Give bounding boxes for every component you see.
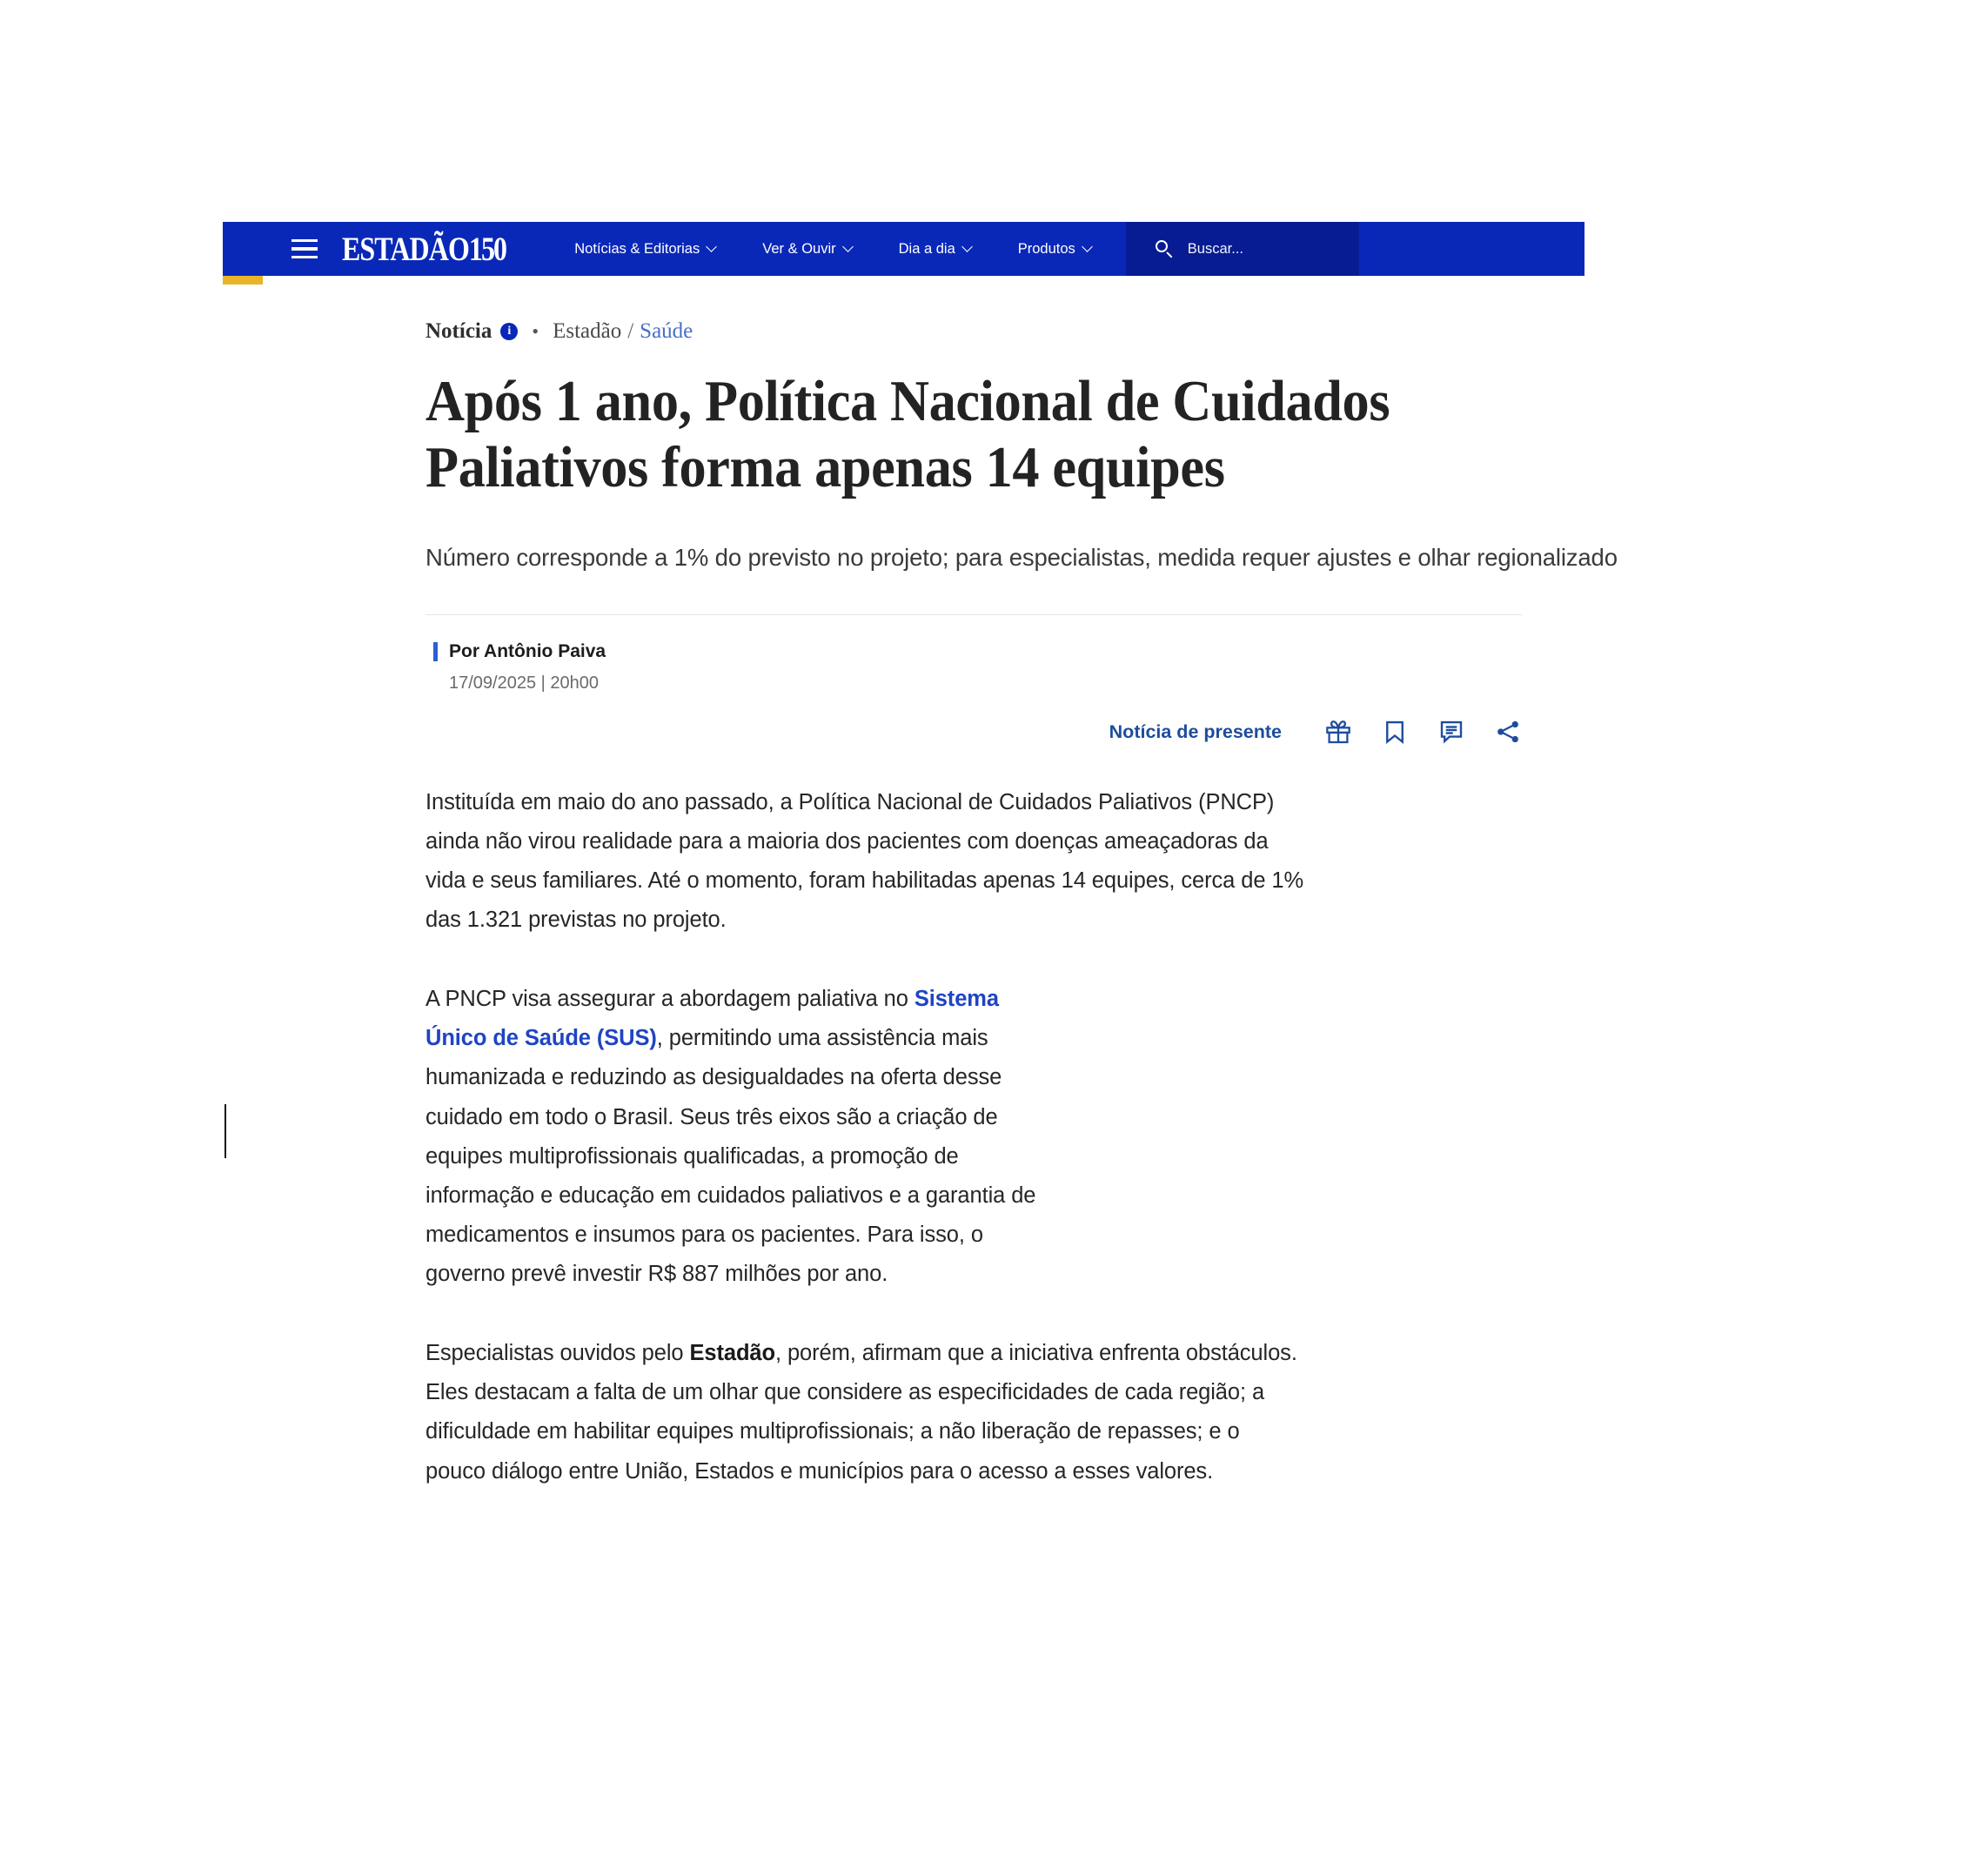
article-body [425, 783, 1304, 1491]
byline [433, 641, 1661, 662]
site-logo[interactable] [342, 232, 506, 266]
article-paragraph [425, 1334, 1304, 1491]
brand-emphasis: Estadão [689, 1341, 775, 1366]
logo-wordmark: ESTADÃO [342, 230, 469, 268]
breadcrumb [425, 318, 1661, 345]
nav-item-label: Produtos [1017, 240, 1075, 257]
publish-timestamp: 17/09/2025 | 20h00 [449, 673, 600, 693]
page-title: Após 1 ano, Política Nacional de Cuidados Paliativos forma apenas 14 equipes [425, 369, 1390, 500]
search-icon [1156, 240, 1174, 258]
hamburger-line [291, 256, 318, 258]
nav-item-label: Ver & Ouvir [762, 240, 836, 257]
header-accent-bar [223, 276, 263, 285]
chevron-down-icon [1083, 243, 1093, 252]
nav-item-dia-a-dia[interactable] [876, 241, 995, 258]
article-action-bar [425, 718, 1522, 747]
breadcrumb-dot: • [532, 320, 539, 342]
search-placeholder: Buscar... [1187, 240, 1243, 257]
author-name[interactable]: Por Antônio Paiva [449, 640, 606, 661]
paragraph-text: , porém, afirmam que a iniciativa enfrenta obstáculos. Eles destacam a falta de um olhar que considere as especificidades de cada região; a dificuldade em habilitar equipes multiprofissionais; a não liberação de repasses; e o pouco diálogo entre União, Estados e municípios para o acesso a esses valores. [425, 1341, 1297, 1484]
article [425, 318, 1661, 1491]
gift-icon[interactable] [1323, 718, 1352, 747]
chevron-down-icon [707, 243, 717, 252]
breadcrumb-topic[interactable]: Saúde [640, 319, 693, 343]
chevron-down-icon [963, 243, 973, 252]
nav-item-ver-ouvir[interactable] [740, 241, 875, 258]
comment-icon[interactable] [1437, 718, 1465, 747]
article-paragraph: Instituída em maio do ano passado, a Política Nacional de Cuidados Paliativos (PNCP) ainda não virou realidade para a maioria dos pacientes com doenças ameaçadoras da vida e seus familiares. Até o momento, foram habilitadas apenas 14 equipes, cerca de 1% das 1.321 previstas no projeto. [425, 789, 1304, 933]
breadcrumb-separator: / [627, 319, 634, 343]
breadcrumb-section[interactable]: Estadão [553, 319, 622, 343]
article-standfirst: Número corresponde a 1% do previsto no projeto; para especialistas, medida requer ajustes e olhar regionalizado [425, 543, 1618, 571]
divider [425, 614, 1522, 615]
paragraph-text: Especialistas ouvidos pelo [425, 1341, 690, 1366]
byline-accent-bar [433, 642, 438, 661]
breadcrumb-kind: Notícia [425, 319, 492, 343]
nav-item-label: Dia a dia [898, 240, 955, 257]
chevron-down-icon [844, 243, 854, 252]
paragraph-text: A PNCP visa assegurar a abordagem paliativa no [425, 987, 915, 1012]
hamburger-icon[interactable] [291, 239, 318, 258]
info-icon[interactable]: i [500, 323, 518, 340]
nav-item-produtos[interactable] [995, 241, 1115, 258]
logo-anniversary-number: 150 [468, 230, 506, 268]
hamburger-line [291, 247, 318, 250]
site-header [223, 222, 1584, 276]
share-icon[interactable] [1493, 718, 1522, 747]
text-cursor-marker [224, 1104, 226, 1158]
main-navigation [552, 241, 1115, 258]
search-input[interactable] [1126, 222, 1359, 276]
bookmark-icon[interactable] [1380, 718, 1409, 747]
hamburger-line [291, 239, 318, 242]
header-inner [223, 222, 1584, 276]
inline-link-sus[interactable]: Sistema Único de Saúde (SUS) [425, 987, 999, 1051]
paragraph-text: , permitindo uma assistência mais humanizada e reduzindo as desigualdades na oferta desse cuidado em todo o Brasil. Seus três eixos são a criação de equipes multiprofissionais qualificadas, a promoção de informação e educação em cuidados paliativos e a garantia de medicamentos e insumos para os pacientes. Para isso, o governo prevê investir R$ 887 milhões por ano. [425, 1026, 1036, 1287]
nav-item-label: Notícias & Editorias [574, 240, 700, 257]
article-paragraph [425, 980, 1048, 1294]
gift-article-label[interactable]: Notícia de presente [1109, 720, 1282, 742]
nav-item-noticias-editorias[interactable] [552, 241, 740, 258]
byline-block [433, 641, 1661, 693]
